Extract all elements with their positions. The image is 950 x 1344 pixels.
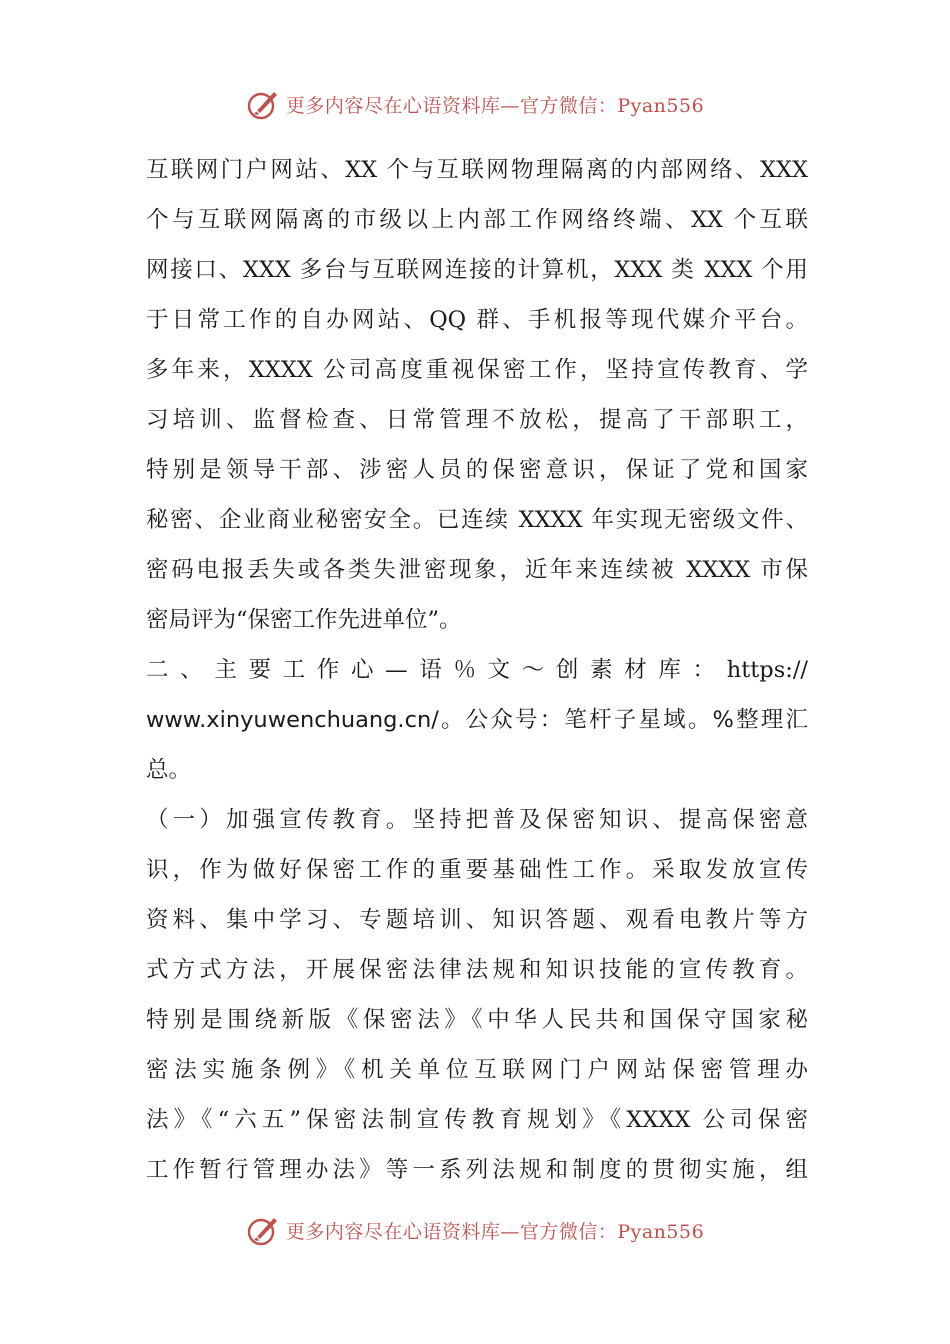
text-line-8: 秘密、企业商业秘密安全。已连续 XXXX 年实现无密级文件、	[146, 507, 808, 533]
text-line-16: 资料、集中学习、专题培训、知识答题、观看电教片等方	[146, 907, 808, 933]
text-line-17: 式方式方法，开展保密法律法规和知识技能的宣传教育。	[146, 957, 808, 983]
text-line-20: 法》《“六五”保密法制宣传教育规划》《XXXX 公司保密	[146, 1107, 808, 1133]
text-line-3: 网接口、XXX 多台与互联网连接的计算机，XXX 类 XXX 个用	[146, 257, 808, 283]
text-line-5: 多年来，XXXX 公司高度重视保密工作，坚持宣传教育、学	[146, 357, 808, 383]
quill-logo-icon	[246, 1212, 282, 1248]
text-line-2: 个与互联网隔离的市级以上内部工作网络终端、XX 个互联	[146, 207, 808, 233]
text-line-6: 习培训、监督检查、日常管理不放松，提高了干部职工，	[146, 407, 808, 433]
text-line-10: 密局评为“保密工作先进单位”。	[146, 607, 462, 633]
watermark-text: 更多内容尽在心语资料库—官方微信：Pyan556	[285, 94, 705, 117]
footer-watermark	[0, 1210, 950, 1250]
text-line-13: 总。	[146, 757, 192, 783]
section-heading-line: 二、主要工作心—语％文～创素材库：https://	[146, 657, 808, 683]
quill-logo-icon	[246, 86, 282, 122]
text-line-15: 识，作为做好保密工作的重要基础性工作。采取发放宣传	[146, 857, 808, 883]
text-line-4: 于日常工作的自办网站、QQ 群、手机报等现代媒介平台。	[146, 307, 808, 333]
text-line-18: 特别是围绕新版《保密法》《中华人民共和国保守国家秘	[146, 1007, 808, 1033]
url-line: www.xinyuwenchuang.cn/。公众号：笔杆子星域。%整理汇	[146, 707, 808, 733]
text-line-1: 互联网门户网站、XX 个与互联网物理隔离的内部网络、XXX	[146, 157, 808, 183]
header-watermark	[0, 84, 950, 124]
text-line-21: 工作暂行管理办法》等一系列法规和制度的贯彻实施，组	[146, 1157, 808, 1183]
document-body	[146, 145, 808, 1195]
text-line-9: 密码电报丢失或各类失泄密现象，近年来连续被 XXXX 市保	[146, 557, 808, 583]
watermark-text: 更多内容尽在心语资料库—官方微信：Pyan556	[285, 1220, 705, 1243]
text-line-19: 密法实施条例》《机关单位互联网门户网站保密管理办	[146, 1057, 808, 1083]
text-line-7: 特别是领导干部、涉密人员的保密意识，保证了党和国家	[146, 457, 808, 483]
subsection-heading-line: （一）加强宣传教育。坚持把普及保密知识、提高保密意	[146, 807, 808, 833]
